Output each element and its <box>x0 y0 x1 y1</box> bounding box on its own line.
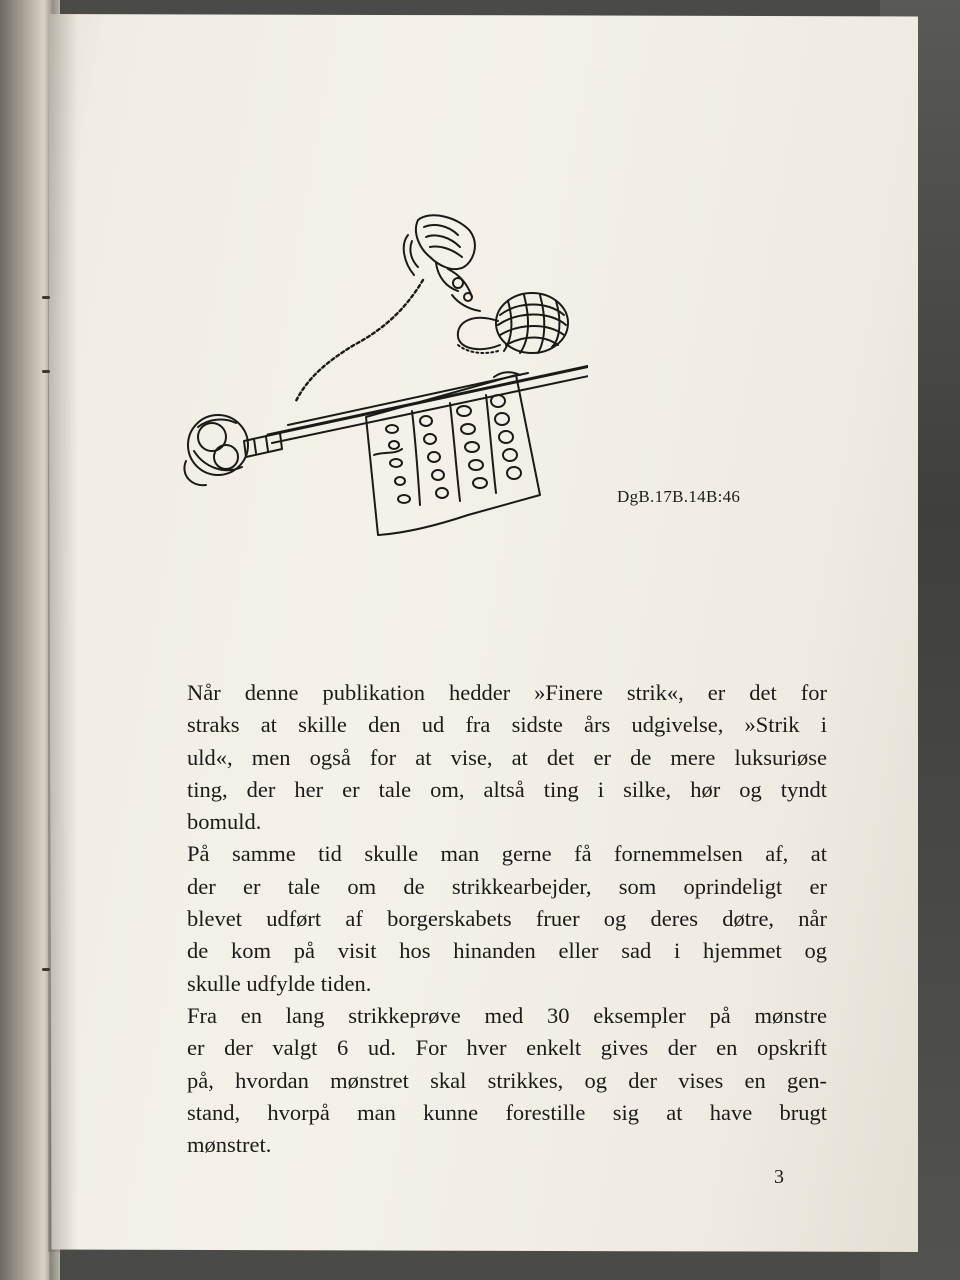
text-line: stand, hvorpå man kunne forestille sig at have brugt <box>187 1099 827 1125</box>
text-line: bomuld. <box>187 809 262 835</box>
body-paragraph <box>187 677 827 1161</box>
text-line: mønstret. <box>187 1132 272 1158</box>
text-line: straks at skille den ud fra sidste års udgivelse, »Strik i <box>187 712 827 738</box>
text-line: Når denne publikation hedder »Finere strik«, er det for <box>187 680 827 705</box>
chain-cord <box>296 280 423 401</box>
facing-page-edge <box>0 0 52 1280</box>
yarn-ball <box>458 293 568 353</box>
text-line: blevet udført af borgerskabets fruer og deres døtre, når <box>187 906 827 932</box>
binding-staple-hole <box>42 296 50 299</box>
text-line: Fra en lang strikkeprøve med 30 eksempler på mønstre <box>187 1002 827 1028</box>
carved-ornament-top <box>404 215 480 311</box>
text-line: uld«, men også for at vise, at det er de mere luksuriøse <box>187 744 827 770</box>
text-line: ting, der her er tale om, altså ting i silke, hør og tyndt <box>187 776 827 802</box>
binding-staple-hole <box>42 968 50 971</box>
knitting-sheath-illustration <box>168 205 588 550</box>
binding-staple-hole <box>42 370 50 373</box>
spine-shadow <box>48 14 78 1252</box>
text-line: der er tale om de strikkearbejder, som oprindeligt er <box>187 873 827 899</box>
figure-caption: DgB.17B.14B:46 <box>617 487 741 506</box>
sheath-left-knob <box>184 415 282 485</box>
text-line: de kom på visit hos hinanden eller sad i hjemmet og <box>187 938 827 964</box>
knitting-needle <box>268 345 588 443</box>
page-number: 3 <box>774 1166 784 1188</box>
text-line: På samme tid skulle man gerne få fornemmelsen af, at <box>187 841 827 867</box>
text-line: skulle udfylde tiden. <box>187 970 372 996</box>
text-line: på, hvordan mønstret skal strikkes, og der vises en gen- <box>187 1067 827 1093</box>
text-line: er der valgt 6 ud. For hver enkelt gives der en opskrift <box>187 1035 827 1061</box>
